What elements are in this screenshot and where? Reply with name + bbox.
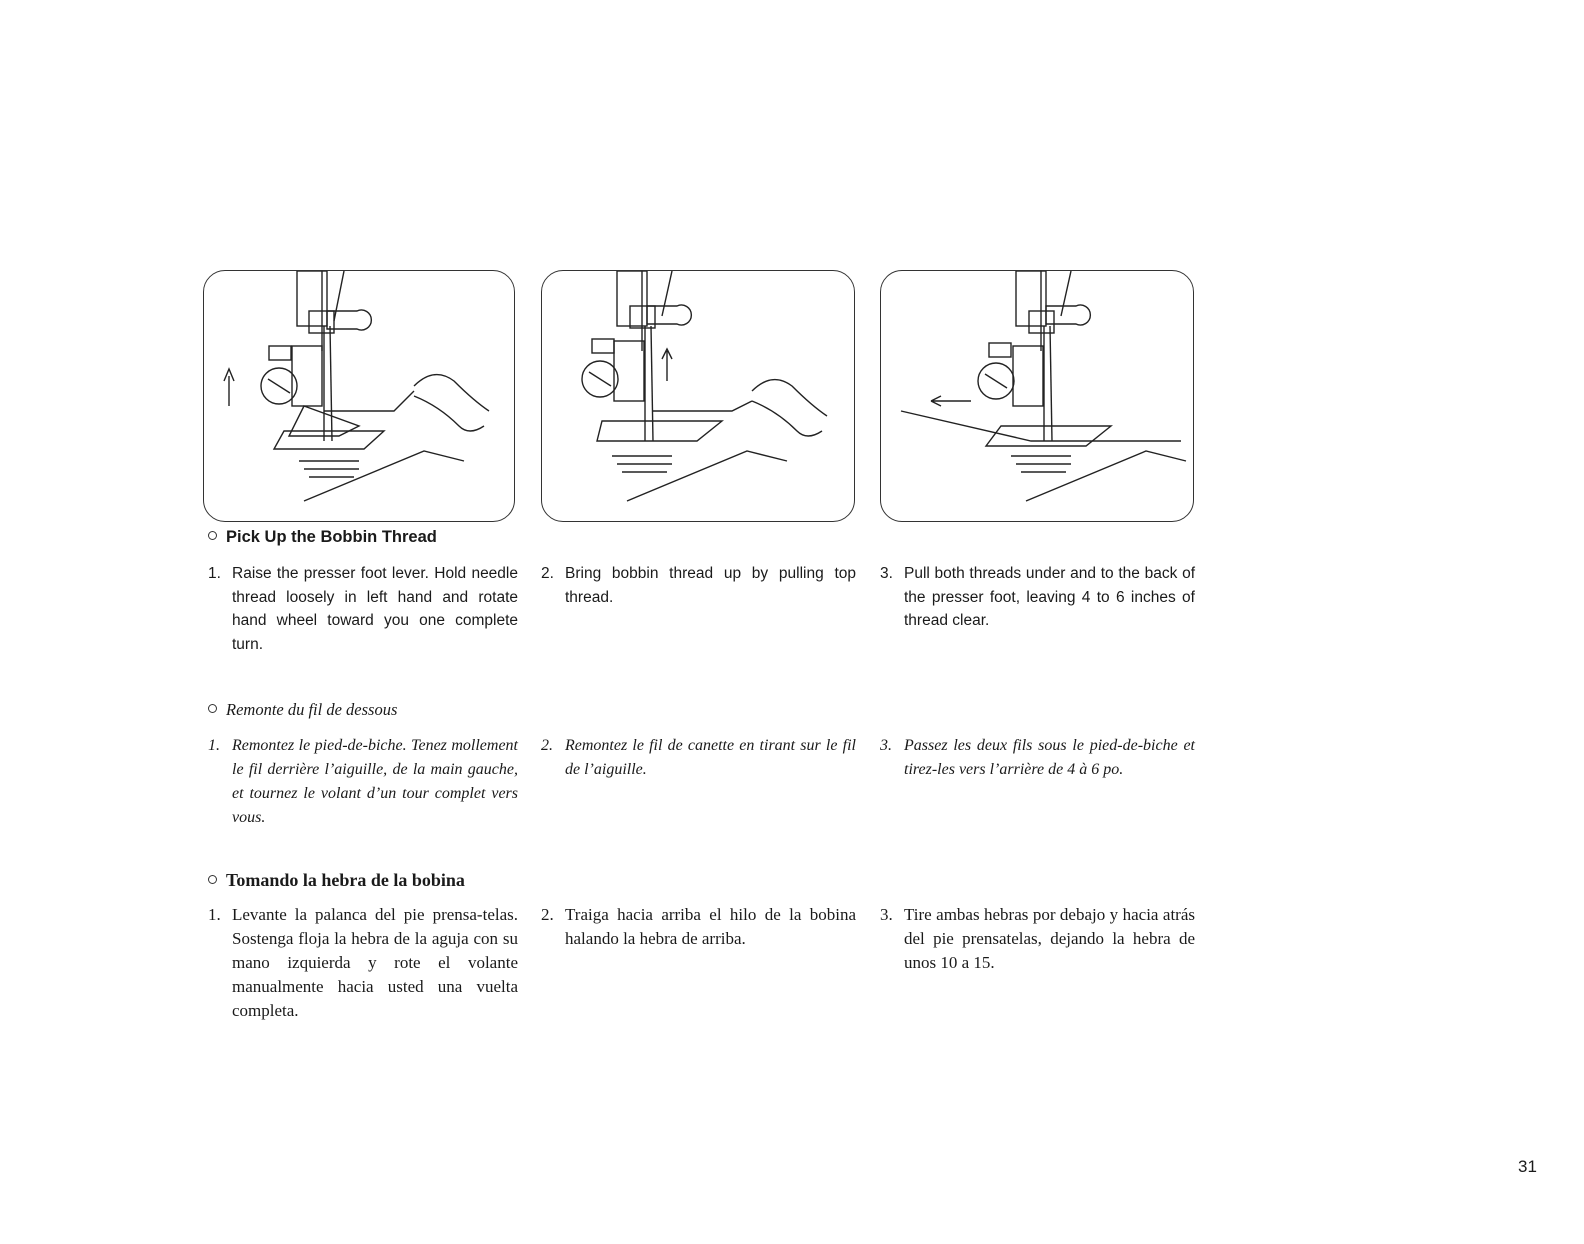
step-es-3: 3. Tire ambas hebras por debajo y hacia atrás del pie prensatelas, dejando la hebra de unos 10 a 15. [880, 905, 1195, 972]
step-fr-2: 2. Remontez le fil de canette en tirant sur le fil de l’aiguille. [541, 737, 856, 778]
sewing-machine-bobbin-thread-up-drawing [542, 271, 854, 521]
step-es-1: 1. Levante la palanca del pie prensa-telas. Sostenga floja la hebra de la aguja con su mano izquierda y rote el volante manualmente hacia usted una vuelta completa. [208, 905, 518, 1020]
sewing-machine-foot-lever-raised-drawing [204, 271, 514, 521]
step-en-2: 2. Bring bobbin thread up by pulling top thread. [541, 565, 856, 606]
heading-english: Pick Up the Bobbin Thread [208, 528, 437, 547]
page-number: 31 [1518, 1157, 1537, 1176]
bullet-icon [208, 531, 217, 540]
illustration-step-2 [541, 270, 855, 522]
step-fr-3: 3. Passez les deux fils sous le pied-de-biche et tirez-les vers l’arrière de 4 à 6 po. [880, 737, 1195, 778]
step-en-3: 3. Pull both threads under and to the back of the presser foot, leaving 4 to 6 inches of thread clear. [880, 565, 1195, 629]
heading-spanish: Tomando la hebra de la bobina [208, 870, 465, 891]
sewing-machine-threads-to-back-drawing [881, 271, 1193, 521]
illustration-step-1 [203, 270, 515, 522]
illustration-step-3 [880, 270, 1194, 522]
bullet-icon [208, 875, 217, 884]
step-fr-1: 1. Remontez le pied-de-biche. Tenez mollement le fil derrière l’aiguille, de la main gauche, et tournez le volant d’un tour complet vers vous. [208, 737, 518, 826]
step-en-1: 1. Raise the presser foot lever. Hold needle thread loosely in left hand and rotate hand wheel toward you one complete turn. [208, 565, 518, 653]
heading-french: Remonte du fil de dessous [208, 700, 397, 720]
bullet-icon [208, 704, 217, 713]
step-es-2: 2. Traiga hacia arriba el hilo de la bobina halando la hebra de arriba. [541, 905, 856, 948]
